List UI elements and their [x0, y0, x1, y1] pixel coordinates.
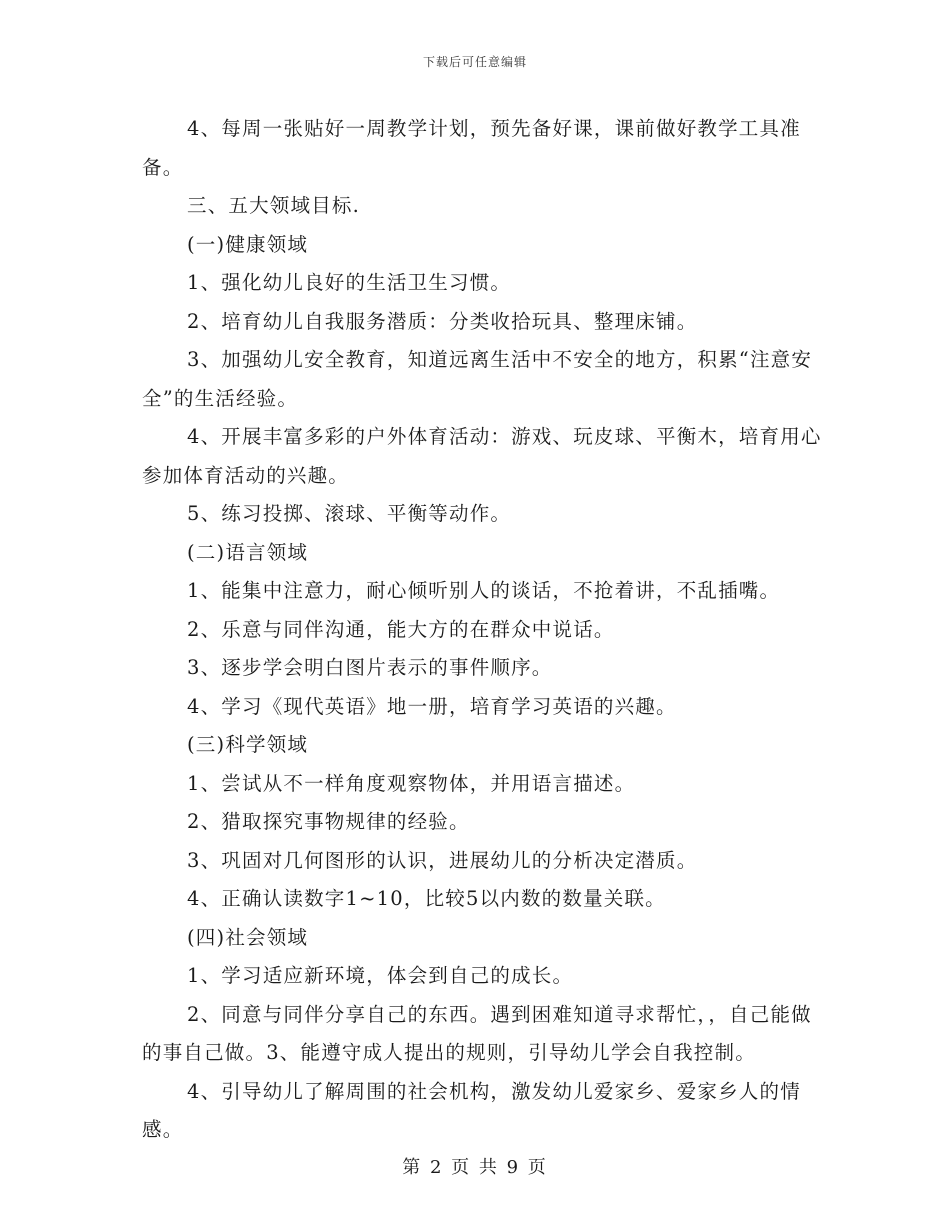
paragraph: 4、学习《现代英语》地一册，培育学习英语的兴趣。: [187, 694, 677, 718]
paragraph: 1、强化幼儿良好的生活卫生习惯。: [187, 271, 512, 294]
subsection-heading: (一)健康领域: [187, 232, 309, 256]
paragraph: 3、巩固对几何图形的认识，进展幼儿的分析决定潜质。: [187, 848, 698, 872]
paragraph: 4、正确认读数字1~10，比较5以内数的数量关联。: [187, 887, 666, 910]
page-header-note: 下载后可任意编辑: [422, 55, 527, 69]
paragraph: 2、培育幼儿自我服务潜质：分类收拾玩具、整理床铺。: [187, 309, 698, 333]
paragraph: 2、乐意与同伴沟通，能大方的在群众中说话。: [187, 617, 615, 641]
paragraph: 1、学习适应新环境，体会到自己的成长。: [187, 964, 574, 987]
paragraph: 4、引导幼儿了解周围的社会机构，激发幼儿爱家乡、爱家乡人的情感。: [142, 1079, 801, 1141]
document-body: [142, 110, 822, 1150]
paragraph: 1、能集中注意力，耐心倾听别人的谈话，不抢着讲，不乱插嘴。: [187, 579, 781, 602]
subsection-heading: (三)科学领域: [187, 733, 309, 756]
section-heading: 三、五大领域目标.: [187, 194, 360, 217]
subsection-heading: (二)语言领域: [187, 540, 309, 564]
page-number: 第 2 页 共 9 页: [402, 1157, 548, 1178]
paragraph: 4、每周一张贴好一周教学计划，预先备好课，课前做好教学工具准备。: [142, 117, 801, 179]
paragraph: 4、开展丰富多彩的户外体育活动：游戏、玩皮球、平衡木，培育用心参加体育活动的兴趣。: [142, 425, 822, 487]
paragraph: 3、加强幼儿安全教育，知道远离生活中不安全的地方，积累“注意安全”的生活经验。: [142, 348, 813, 410]
paragraph: 3、逐步学会明白图片表示的事件顺序。: [187, 656, 553, 679]
paragraph: 5、练习投掷、滚球、平衡等动作。: [187, 502, 512, 525]
paragraph: 2、同意与同伴分享自己的东西。遇到困难知道寻求帮忙，，自己能做的事自己做。3、能遵守成人提出的规则，引导幼儿学会自我控制。: [142, 1002, 812, 1064]
subsection-heading: (四)社会领域: [187, 925, 309, 949]
paragraph: 1、尝试从不一样角度观察物体，并用语言描述。: [187, 771, 636, 795]
paragraph: 2、猎取探究事物规律的经验。: [187, 810, 470, 833]
